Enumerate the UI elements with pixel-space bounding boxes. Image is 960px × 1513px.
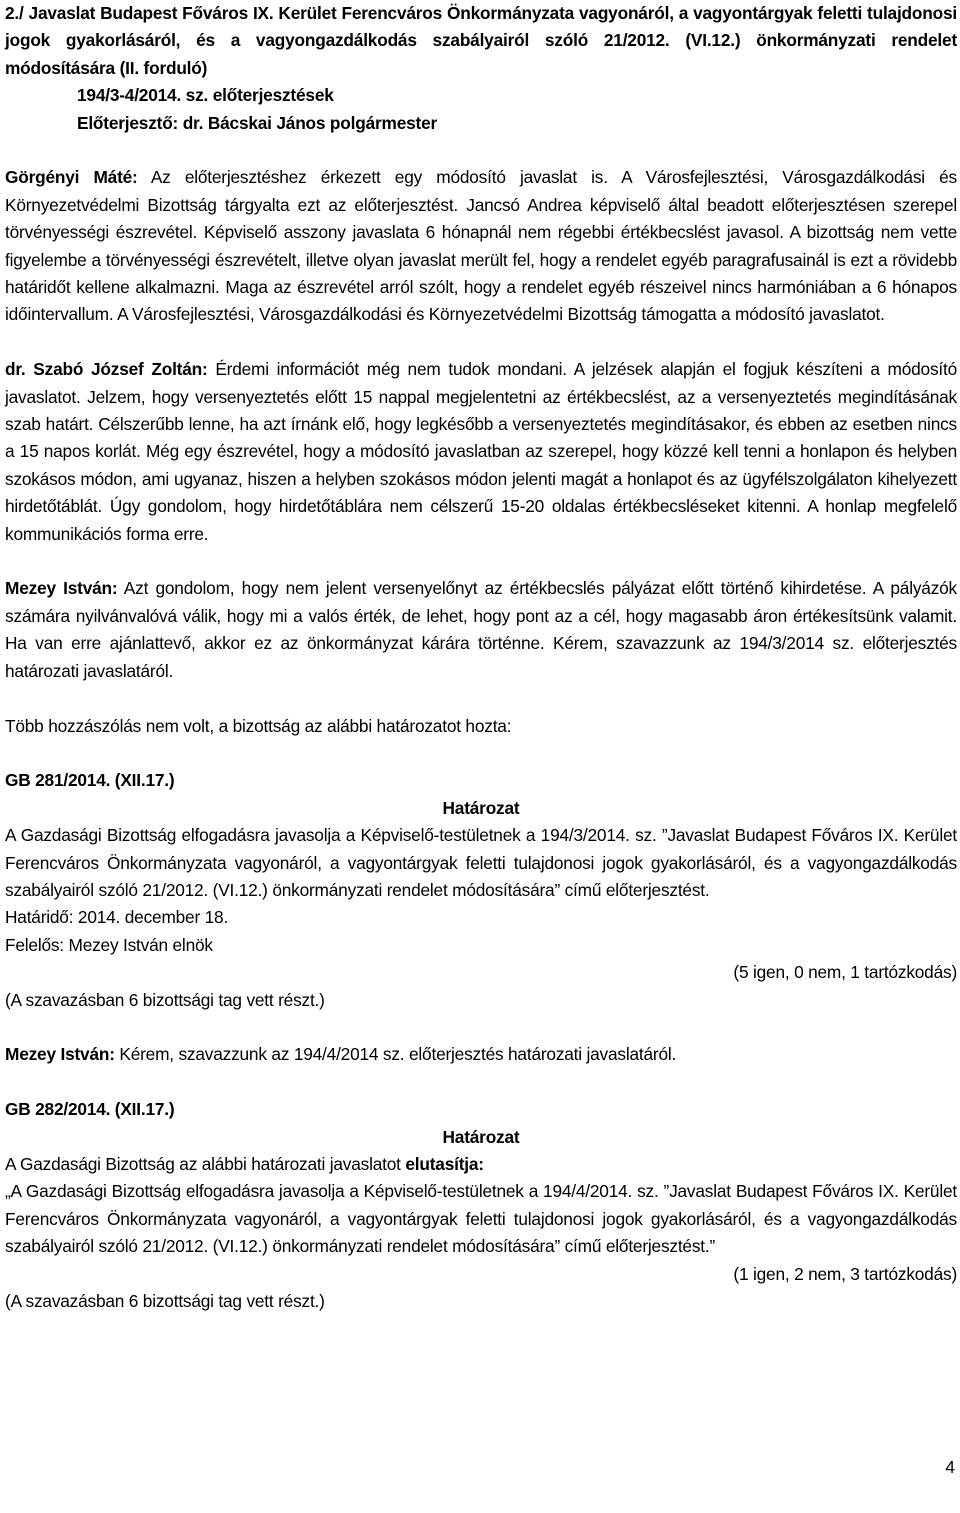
decision-deadline: Határidő: 2014. december 18. (5, 907, 229, 928)
speech-text: Kérem, szavazzunk az 194/4/2014 sz. előterjesztés határozati javaslatáról. (114, 1044, 677, 1065)
speaker-name: Görgényi Máté: (5, 167, 138, 188)
speaker-name: dr. Szabó József Zoltán: (5, 359, 208, 380)
page-number: 4 (945, 1457, 955, 1477)
item-reference: 194/3-4/2014. sz. előterjesztések (77, 85, 334, 106)
vote-participants: (A szavazásban 6 bizottsági tag vett részt.) (5, 989, 325, 1010)
decision-label-2: Határozat (442, 1126, 520, 1147)
item-presenter: Előterjesztő: dr. Bácskai János polgármester (77, 112, 438, 133)
decision-reject: elutasítja: (405, 1153, 484, 1174)
speech-text: Azt gondolom, hogy nem jelent versenyelőnyt az értékbecslés pályázat előtt történő kihirdetése. A pályázók számára nyilvánvalóvá válik, hogy mi a valós érték, de lehet, hogy pont az a cél, hogy magasabb áron értékesítsünk valamit. Ha van erre ajánlattevő, akkor ez az önkormányzat kárára történne. Kérem, szavazzunk az 194/3/2014 sz. előterjesztés határozati javaslatáról. (5, 578, 957, 681)
speech-text: Az előterjesztéshez érkezett egy módosító javaslat is. A Városfejlesztési, Városgazdálkodási és Környezetvédelmi Bizottság tárgyalta ezt az előterjesztést. Jancsó Andrea képviselő által beadott előterjesztésen szerepel törvényességi észrevétel. Képviselő asszony javaslata 6 hónapnál nem régebbi értékbecslést javasol. A bizottság nem vette figyelembe a törvényességi észrevételt, illetve olyan javaslat merült fel, hogy a rendelet egyéb paragrafusainál is ezt a rövidebb határidőt kellene alkalmazni. Maga az észrevétel arról szólt, hogy a rendelet egyéb részeivel nincs harmóniában a 6 hónapos időintervallum. A Városfejlesztési, Városgazdálkodási és Környezetvédelmi Bizottság támogatta a módosító javaslatot. (5, 167, 957, 325)
speech-text: Érdemi információt még nem tudok mondani. A jelzések alapján el fogjuk készíteni a módosító javaslatot. Jelzem, hogy versenyeztetés előtt 15 nappal megjelentetni az értékbecslést, az a versenyeztetés megindításának szab határt. Célszerűbb lenne, ha azt írnánk elő, hogy legkésőbb a versenyeztetés megindításakor, és ebben az esetben nincs a 15 napos korlát. Még egy észrevétel, hogy a módosító javaslatban az szerepel, hogy közzé kell tenni a honlapon és helyben szokásos módon, ami ugyanaz, hiszen a helyben szokásos módon jelenti magát a honlapot és az ügyfélszolgálaton kihelyezett hirdetőtáblát. Úgy gondolom, hogy hirdetőtáblára nem célszerű 15-20 oldalas értékbecsléseket kitenni. A honlap megfelelő kommunikációs forma erre. (5, 359, 957, 544)
decision-text-2: „A Gazdasági Bizottság elfogadásra javasolja a Képviselő-testületnek a 194/4/2014. sz. ”Javaslat Budapest Főváros IX. Kerület Ferencváros Önkormányzata vagyonáról, a vagyontárgyak feletti tulajdonosi jogok gyakorlásáról, és a vagyongazdálkodás szabályairól szóló 21/2012. (VI.12.) önkormányzati rendelet módosítására” című előterjesztést.” (5, 1181, 957, 1257)
decision-intro (5, 1151, 957, 1178)
decision-label: Határozat (442, 797, 520, 818)
no-more-comments: Több hozzászólás nem volt, a bizottság az alábbi határozatot hozta: (5, 715, 512, 736)
speech-mezey-2 (5, 1041, 957, 1068)
vote-participants-2: (A szavazásban 6 bizottsági tag vett részt.) (5, 1290, 325, 1311)
decision-intro-text: A Gazdasági Bizottság az alábbi határozati javaslatot (5, 1153, 406, 1174)
decision-number: GB 281/2014. (XII.17.) (5, 770, 175, 791)
decision-text: A Gazdasági Bizottság elfogadásra javasolja a Képviselő-testületnek a 194/3/2014. sz. ”Javaslat Budapest Főváros IX. Kerület Ferencváros Önkormányzata vagyonáról, a vagyontárgyak feletti tulajdonosi jogok gyakorlásáról, és a vagyongazdálkodás szabályairól szóló 21/2012. (VI.12.) önkormányzati rendelet módosítására” című előterjesztést. (5, 825, 957, 900)
vote-result-2: (1 igen, 2 nem, 3 tartózkodás) (733, 1263, 957, 1284)
decision-number-2: GB 282/2014. (XII.17.) (5, 1099, 175, 1120)
speech-mezey (5, 575, 957, 685)
item-title: 2./ Javaslat Budapest Főváros IX. Kerület Ferencváros Önkormányzata vagyonáról, a vagyontárgyak feletti tulajdonosi jogok gyakorlásáról, és a vagyongazdálkodás szabályairól szóló 21/2012. (VI.12.) önkormányzati rendelet módosítására (II. forduló) (5, 3, 957, 78)
speaker-name: Mezey István: (5, 1044, 115, 1065)
speech-gorgenyi (5, 164, 957, 328)
speaker-name: Mezey István: (5, 578, 118, 599)
speech-szabo (5, 356, 957, 548)
vote-result: (5 igen, 0 nem, 1 tartózkodás) (733, 962, 957, 983)
document-body (5, 0, 957, 1315)
decision-responsible: Felelős: Mezey István elnök (5, 934, 213, 955)
